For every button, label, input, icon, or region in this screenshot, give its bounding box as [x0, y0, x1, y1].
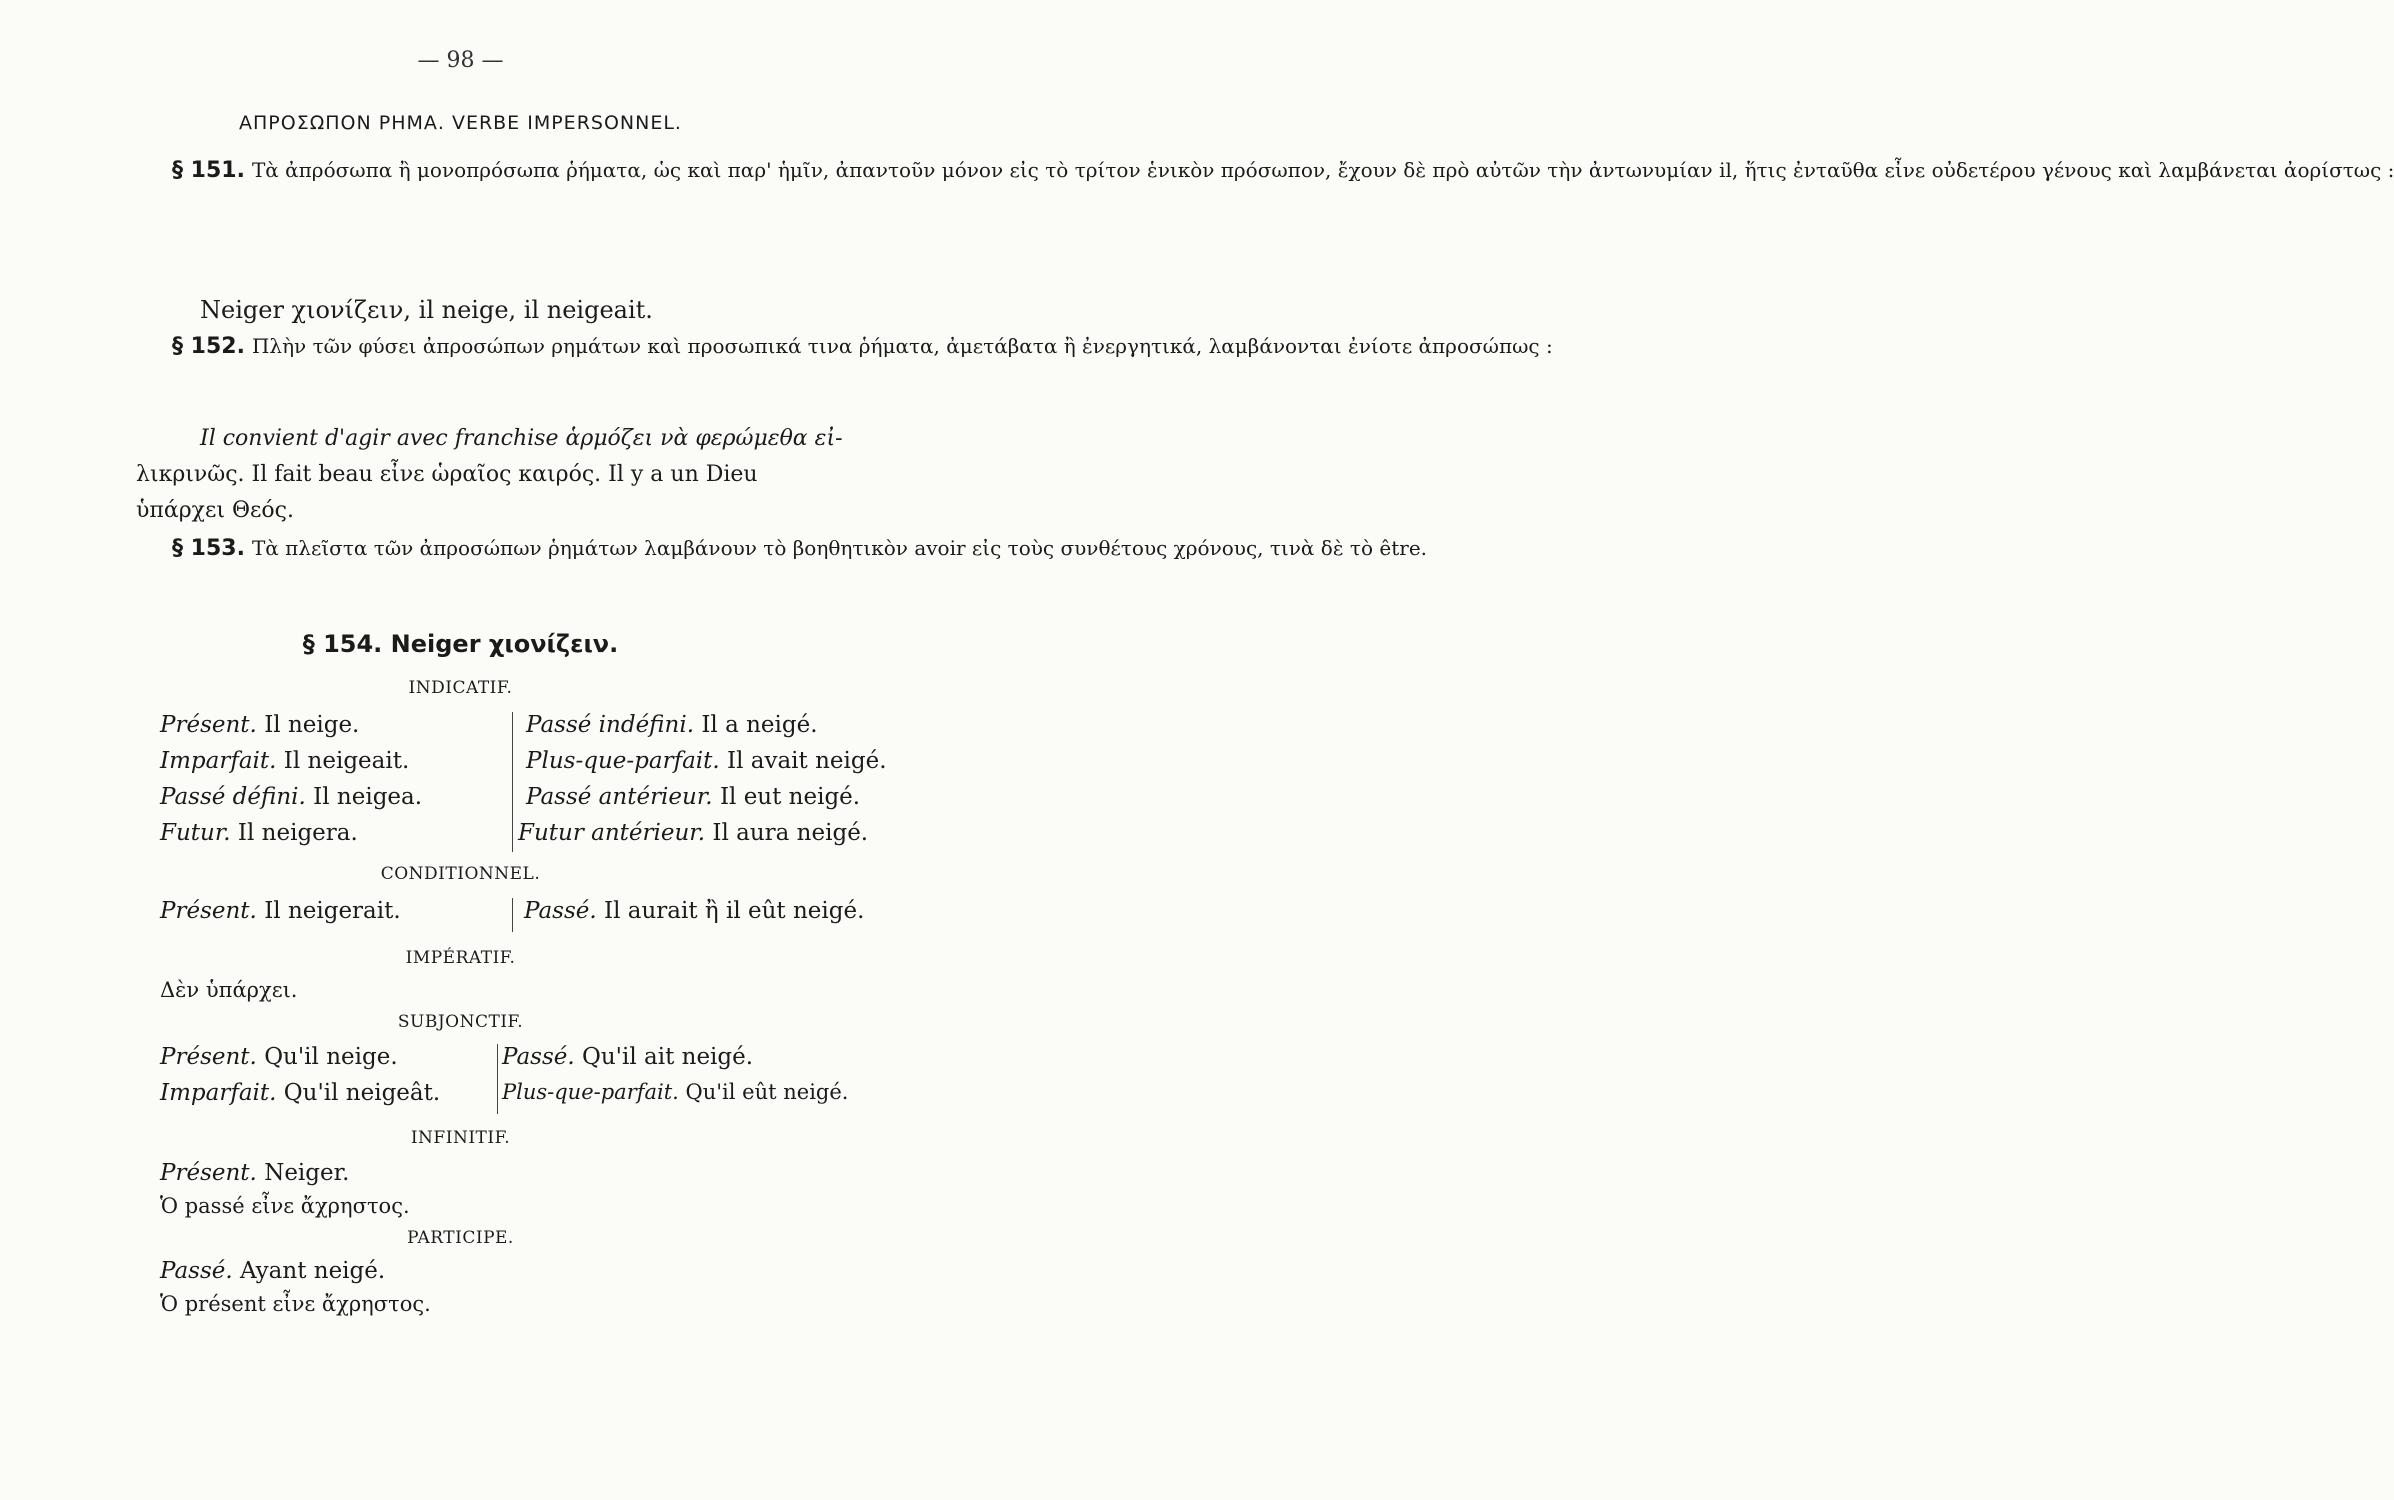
conj-row: Passé antérieur. Il eut neigé.: [526, 784, 861, 810]
section-text: Τὰ ἀπρόσωπα ἢ μονοπρόσωπα ῥήματα, ὡς καὶ παρ' ἡμῖν, ἀπαντοῦν μόνον εἰς τὸ τρίτον ἑνικὸν πρόσωπον, ἔχουν δὲ πρὸ αὐτῶν τὴν ἀντωνυμίαν il, ἥτις ἐνταῦθα εἶνε οὐδετέρου γένους καὶ λαμβάνεται ἀορίστως :: [251, 158, 2394, 182]
example-neiger: Neiger χιονίζειν, il neige, il neigeait.: [200, 296, 653, 324]
conj-row: Passé défini. Il neigea.: [160, 784, 423, 810]
conj-row: Présent. Il neige.: [160, 712, 360, 738]
conj-row: Imparfait. Qu'il neigeât.: [160, 1080, 441, 1106]
section-number: § 152.: [172, 334, 245, 359]
section-151: [136, 152, 2394, 189]
column-divider: [497, 1044, 498, 1114]
mood-imperatif: IMPÉRATIF.: [405, 948, 516, 968]
example-line: Il convient d'agir avec franchise ἁρμόζει νὰ φερώμεθα εἰ-: [200, 426, 843, 451]
page-heading: ΑΠΡΟΣΩΠΟΝ ΡΗΜΑ. VERBE IMPERSONNEL.: [239, 112, 682, 134]
example-line: λικρινῶς. Il fait beau εἶνε ὡραῖος καιρός. Il y a un Dieu: [136, 462, 758, 487]
mood-conditionnel: CONDITIONNEL.: [380, 864, 541, 884]
column-divider: [512, 712, 513, 852]
mood-participe: PARTICIPE.: [407, 1228, 514, 1248]
conj-row: Futur. Il neigera.: [160, 820, 358, 846]
conj-row: Présent. Qu'il neige.: [160, 1044, 398, 1070]
conj-row: Passé indéfini. Il a neigé.: [526, 712, 818, 738]
section-152: [136, 328, 1553, 365]
section-number: § 151.: [172, 158, 245, 183]
participe-note: Ὁ présent εἶνε ἄχρηστος.: [160, 1292, 431, 1316]
imperatif-note: Δὲν ὑπάρχει.: [160, 978, 298, 1002]
conj-row: Passé. Qu'il ait neigé.: [502, 1044, 754, 1070]
page-number: — 98 —: [417, 48, 504, 73]
mood-indicatif: INDICATIF.: [408, 678, 513, 698]
mood-subjonctif: SUBJONCTIF.: [397, 1012, 524, 1032]
conj-row: Imparfait. Il neigeait.: [160, 748, 410, 774]
conj-row: Plus-que-parfait. Il avait neigé.: [526, 748, 887, 774]
section-text: Πλὴν τῶν φύσει ἀπροσώπων ρημάτων καὶ προσωπικά τινα ῥήματα, ἀμετάβατα ἢ ἐνεργητικά, λαμβάνονται ἐνίοτε ἀπροσώπως :: [251, 334, 1553, 358]
conj-row: Passé. Il aurait ἢ il eût neigé.: [524, 898, 865, 924]
conj-row: Présent. Il neigerait.: [160, 898, 401, 924]
conj-row: Plus-que-parfait. Qu'il eût neigé.: [502, 1080, 849, 1104]
section-153: [136, 530, 1428, 567]
section-number: § 153.: [172, 536, 245, 561]
infinitif-note: Ὁ passé εἶνε ἄχρηστος.: [160, 1194, 410, 1218]
conj-row: Présent. Neiger.: [160, 1160, 350, 1186]
example-line: ὑπάρχει Θεός.: [136, 498, 294, 523]
mood-infinitif: INFINITIF.: [410, 1128, 511, 1148]
conj-row: Passé. Ayant neigé.: [160, 1258, 386, 1284]
section-154-title: § 154. Neiger χιονίζειν.: [302, 630, 619, 658]
conj-row: Futur antérieur. Il aura neigé.: [518, 820, 869, 846]
column-divider: [512, 898, 513, 932]
section-text: Τὰ πλεῖστα τῶν ἀπροσώπων ῥημάτων λαμβάνουν τὸ βοηθητικὸν avoir εἰς τοὺς συνθέτους χρόνους, τινὰ δὲ τὸ être.: [251, 536, 1428, 560]
